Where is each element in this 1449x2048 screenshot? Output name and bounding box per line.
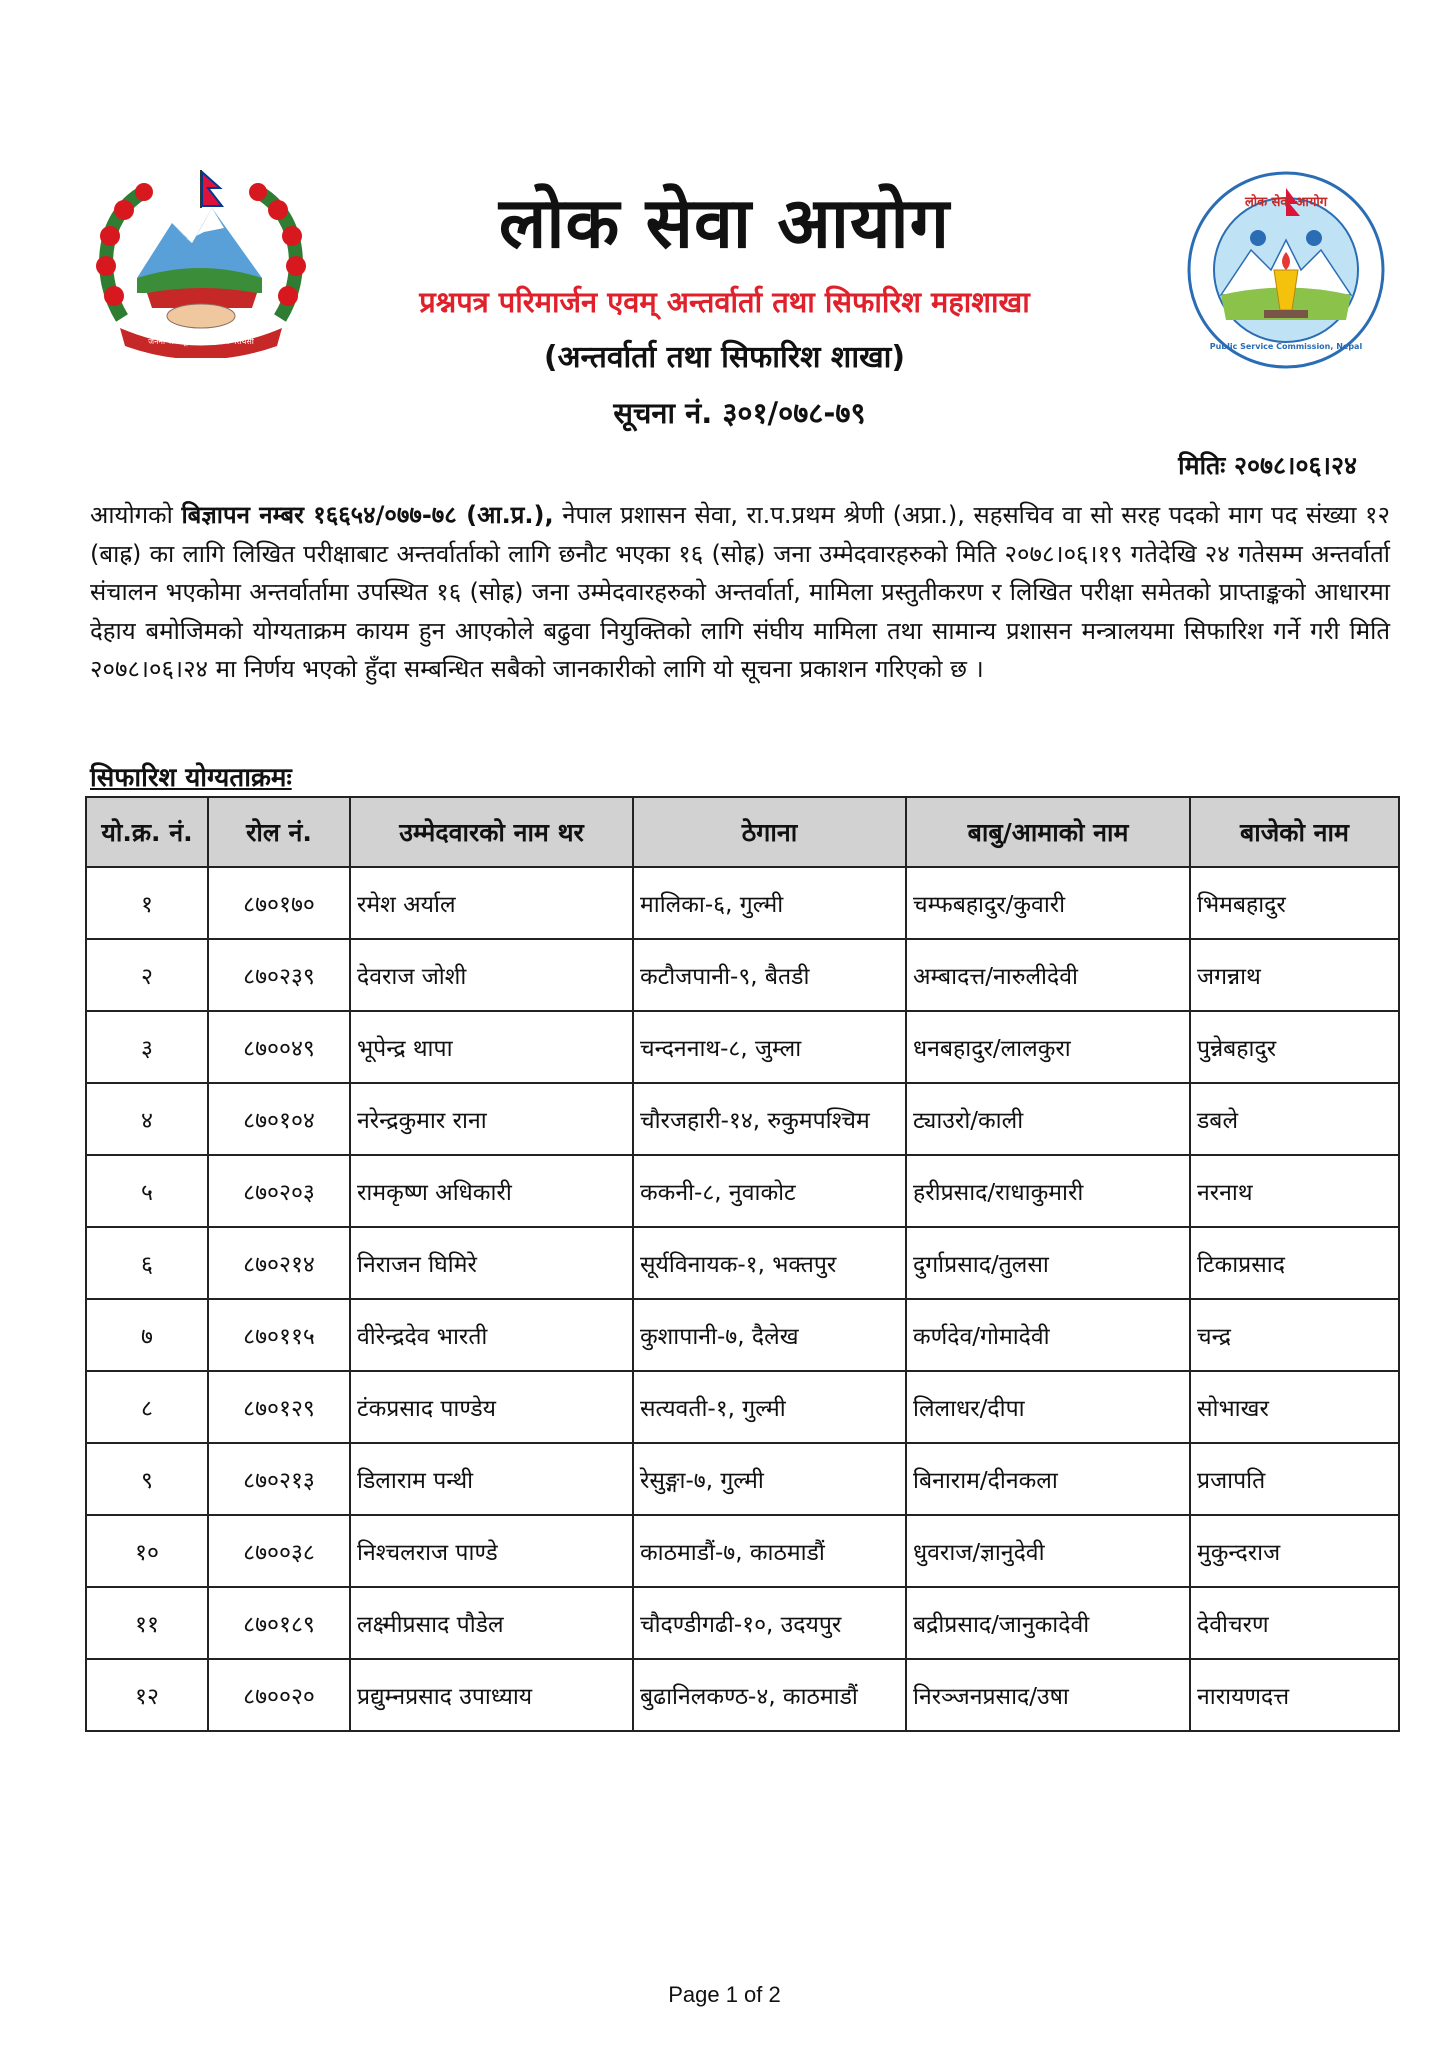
- cell-grandfather: नरनाथ: [1190, 1155, 1399, 1227]
- cell-roll: ८७०२१४: [208, 1227, 350, 1299]
- merit-table: [85, 796, 1400, 1732]
- page-number: Page 1 of 2: [668, 1982, 781, 2007]
- table-header-row: [86, 797, 1399, 867]
- cell-parents: धुवराज/ज्ञानुदेवी: [906, 1515, 1190, 1587]
- cell-name: भूपेन्द्र थापा: [350, 1011, 633, 1083]
- table-row: [86, 1011, 1399, 1083]
- cell-grandfather: डबले: [1190, 1083, 1399, 1155]
- cell-address: काठमाडौं-७, काठमाडौं: [633, 1515, 906, 1587]
- cell-serial: ११: [86, 1587, 208, 1659]
- psc-logo-top-text: लोक सेवा आयोग: [1244, 195, 1328, 210]
- cell-parents: बद्रीप्रसाद/जानुकादेवी: [906, 1587, 1190, 1659]
- cell-address: चौरजहारी-१४, रुकुमपश्चिम: [633, 1083, 906, 1155]
- cell-serial: १२: [86, 1659, 208, 1731]
- cell-parents: निरञ्जनप्रसाद/उषा: [906, 1659, 1190, 1731]
- cell-serial: १०: [86, 1515, 208, 1587]
- psc-logo-ring-text: Public Service Commission, Nepal: [1209, 342, 1363, 351]
- cell-parents: बिनाराम/दीनकला: [906, 1443, 1190, 1515]
- cell-grandfather: देवीचरण: [1190, 1587, 1399, 1659]
- cell-serial: ४: [86, 1083, 208, 1155]
- page-title: लोक सेवा आयोग: [498, 182, 951, 264]
- col-header-parents: बाबु/आमाको नाम: [906, 797, 1190, 867]
- table-row: [86, 1587, 1399, 1659]
- advert-number: बिज्ञापन नम्बर १६६५४/०७७-७८ (आ.प्र.),: [181, 501, 554, 529]
- cell-serial: ९: [86, 1443, 208, 1515]
- col-header-serial: यो.क्र. नं.: [86, 797, 208, 867]
- notice-number: सूचना नं. ३०१/०७८-७९: [613, 396, 866, 430]
- cell-address: ककनी-८, नुवाकोट: [633, 1155, 906, 1227]
- cell-name: लक्ष्मीप्रसाद पौडेल: [350, 1587, 633, 1659]
- cell-parents: अम्बादत्त/नारुलीदेवी: [906, 939, 1190, 1011]
- cell-grandfather: प्रजापति: [1190, 1443, 1399, 1515]
- notice-body: [90, 496, 1390, 689]
- notice-date: मितिः २०७८।०६।२४: [1178, 451, 1357, 480]
- cell-roll: ८७०१२९: [208, 1371, 350, 1443]
- cell-name: टंकप्रसाद पाण्डेय: [350, 1371, 633, 1443]
- cell-serial: ८: [86, 1371, 208, 1443]
- table-row: [86, 1083, 1399, 1155]
- cell-roll: ८७०१८९: [208, 1587, 350, 1659]
- table-row: [86, 867, 1399, 939]
- cell-parents: कर्णदेव/गोमादेवी: [906, 1299, 1190, 1371]
- cell-roll: ८७०२०३: [208, 1155, 350, 1227]
- cell-grandfather: पुन्नेबहादुर: [1190, 1011, 1399, 1083]
- cell-name: नरेन्द्रकुमार राना: [350, 1083, 633, 1155]
- table-row: [86, 1299, 1399, 1371]
- cell-name: प्रद्युम्नप्रसाद उपाध्याय: [350, 1659, 633, 1731]
- cell-parents: लिलाधर/दीपा: [906, 1371, 1190, 1443]
- cell-roll: ८७००३८: [208, 1515, 350, 1587]
- cell-serial: २: [86, 939, 208, 1011]
- cell-grandfather: टिकाप्रसाद: [1190, 1227, 1399, 1299]
- cell-roll: ८७००४९: [208, 1011, 350, 1083]
- cell-name: रामकृष्ण अधिकारी: [350, 1155, 633, 1227]
- cell-address: रेसुङ्गा-७, गुल्मी: [633, 1443, 906, 1515]
- cell-parents: हरीप्रसाद/राधाकुमारी: [906, 1155, 1190, 1227]
- cell-serial: ३: [86, 1011, 208, 1083]
- cell-parents: चम्फबहादुर/कुवारी: [906, 867, 1190, 939]
- table-row: [86, 939, 1399, 1011]
- table-row: [86, 1371, 1399, 1443]
- body-intro: आयोगको: [90, 501, 182, 529]
- cell-grandfather: चन्द्र: [1190, 1299, 1399, 1371]
- col-header-name: उम्मेदवारको नाम थर: [350, 797, 633, 867]
- cell-grandfather: भिमबहादुर: [1190, 867, 1399, 939]
- cell-name: वीरेन्द्रदेव भारती: [350, 1299, 633, 1371]
- section-title: सिफारिश योग्यताक्रमः: [90, 763, 292, 793]
- col-header-roll: रोल नं.: [208, 797, 350, 867]
- cell-address: मालिका-६, गुल्मी: [633, 867, 906, 939]
- branch-name: (अन्तर्वार्ता तथा सिफारिश शाखा): [543, 340, 906, 375]
- cell-address: चन्दननाथ-८, जुम्ला: [633, 1011, 906, 1083]
- cell-roll: ८७०१०४: [208, 1083, 350, 1155]
- cell-grandfather: मुकुन्दराज: [1190, 1515, 1399, 1587]
- table-row: [86, 1515, 1399, 1587]
- emblem-motto: जननी जन्मभूमिश्च स्वर्गादपि गरीयसी: [148, 337, 254, 346]
- cell-name: रमेश अर्याल: [350, 867, 633, 939]
- body-text: नेपाल प्रशासन सेवा, रा.प.प्रथम श्रेणी (अप्रा.), सहसचिव वा सो सरह पदको माग पद संख्या १२ (बाह्र) का लागि लिखित परीक्षाबाट अन्तर्वार्ताको लागि छनौट भएका १६ (सोह्र) जना उम्मेदवारहरुको मिति २०७८।०६।१९ गतेदेखि २४ गतेसम्म अन्तर्वार्ता संचालन भएकोमा अन्तर्वार्तामा उपस्थित १६ (सोह्र) जना उम्मेदवारहरुको अन्तर्वार्ता, मामिला प्रस्तुतीकरण र लिखित परीक्षा समेतको प्राप्ताङ्कको आधारमा देहाय बमोजिमको योग्यताक्रम कायम हुन आएकोले बढुवा नियुक्तिको लागि संघीय मामिला तथा सामान्य प्रशासन मन्त्रालयमा सिफारिश गर्ने गरी मिति २०७८।०६।२४ मा निर्णय भएको हुँदा सम्बन्धित सबैको जानकारीको लागि यो सूचना प्रकाशन गरिएको छ ।: [90, 501, 1390, 683]
- table-row: [86, 1227, 1399, 1299]
- cell-serial: ५: [86, 1155, 208, 1227]
- cell-grandfather: नारायणदत्त: [1190, 1659, 1399, 1731]
- division-subtitle: प्रश्नपत्र परिमार्जन एवम् अन्तर्वार्ता तथा सिफारिश महाशाखा: [419, 285, 1030, 319]
- cell-address: सत्यवती-१, गुल्मी: [633, 1371, 906, 1443]
- table-row: [86, 1659, 1399, 1731]
- cell-roll: ८७००२०: [208, 1659, 350, 1731]
- cell-name: डिलाराम पन्थी: [350, 1443, 633, 1515]
- cell-roll: ८७०२३९: [208, 939, 350, 1011]
- cell-serial: ७: [86, 1299, 208, 1371]
- cell-address: चौदण्डीगढी-१०, उदयपुर: [633, 1587, 906, 1659]
- cell-parents: ट्याउरो/काली: [906, 1083, 1190, 1155]
- table-row: [86, 1155, 1399, 1227]
- cell-address: कटौजपानी-९, बैतडी: [633, 939, 906, 1011]
- cell-serial: १: [86, 867, 208, 939]
- cell-address: बुढानिलकण्ठ-४, काठमाडौं: [633, 1659, 906, 1731]
- cell-serial: ६: [86, 1227, 208, 1299]
- cell-name: निराजन घिमिरे: [350, 1227, 633, 1299]
- cell-grandfather: सोभाखर: [1190, 1371, 1399, 1443]
- cell-parents: धनबहादुर/लालकुरा: [906, 1011, 1190, 1083]
- table-row: [86, 1443, 1399, 1515]
- cell-address: सूर्यविनायक-१, भक्तपुर: [633, 1227, 906, 1299]
- cell-roll: ८७०२१३: [208, 1443, 350, 1515]
- col-header-address: ठेगाना: [633, 797, 906, 867]
- cell-parents: दुर्गाप्रसाद/तुलसा: [906, 1227, 1190, 1299]
- cell-roll: ८७०११५: [208, 1299, 350, 1371]
- col-header-grandfather: बाजेको नाम: [1190, 797, 1399, 867]
- cell-grandfather: जगन्नाथ: [1190, 939, 1399, 1011]
- cell-name: निश्चलराज पाण्डे: [350, 1515, 633, 1587]
- cell-roll: ८७०१७०: [208, 867, 350, 939]
- cell-address: कुशापानी-७, दैलेख: [633, 1299, 906, 1371]
- cell-name: देवराज जोशी: [350, 939, 633, 1011]
